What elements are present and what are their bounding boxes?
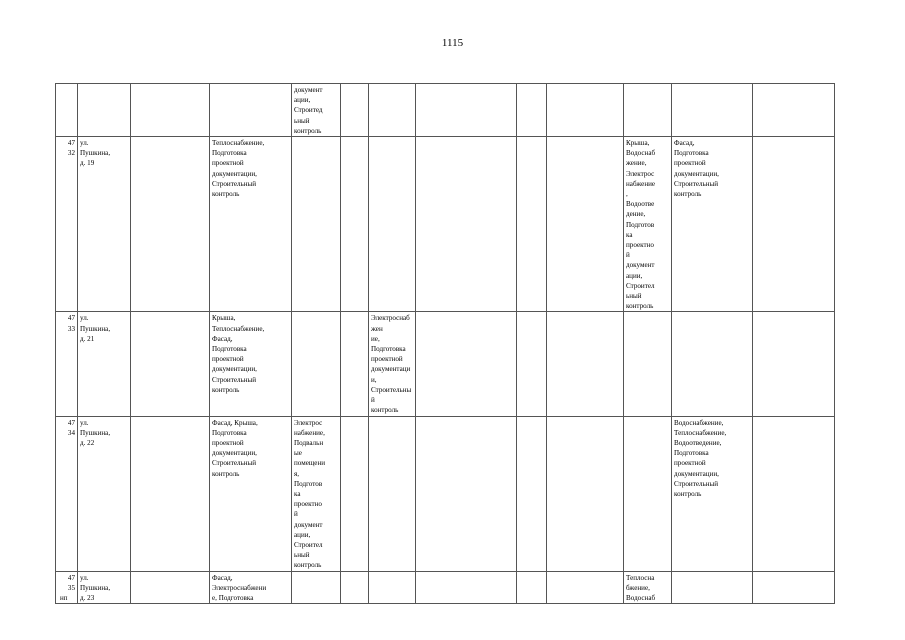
table-cell — [292, 137, 341, 312]
table-row — [56, 312, 835, 416]
table-cell — [624, 312, 672, 416]
table-cell — [416, 312, 517, 416]
page-number: 1115 — [441, 37, 464, 49]
table-cell — [547, 137, 624, 312]
table-row — [56, 571, 835, 604]
table-cell — [369, 137, 416, 312]
address-cell: ул. Пушкина, д. 19 — [78, 137, 131, 312]
address-cell — [78, 84, 131, 137]
table-cell — [131, 416, 210, 571]
table-cell — [672, 571, 753, 604]
table-cell — [131, 84, 210, 137]
table-cell — [416, 84, 517, 137]
table-cell — [131, 312, 210, 416]
table-cell — [517, 416, 547, 571]
table-cell — [547, 571, 624, 604]
table-cell: Теплосна бжение, Водоснаб — [624, 571, 672, 604]
row-number-cell: 47 34 — [56, 416, 78, 571]
table-cell — [369, 571, 416, 604]
table-cell: Крыша, Теплоснабжение, Фасад, Подготовка проектной документации, Строительный контроль — [210, 312, 292, 416]
table-cell — [131, 137, 210, 312]
table-cell — [369, 84, 416, 137]
table-cell — [517, 312, 547, 416]
table-cell — [341, 84, 369, 137]
table-cell: Электрос набжение, Подвальн ые помещени я, Подготов ка проектно й документ ации, Строител ьный контроль — [292, 416, 341, 571]
table-cell — [672, 84, 753, 137]
table-cell — [547, 416, 624, 571]
row-number-cell: 47 35 — [56, 571, 78, 604]
table-cell — [292, 312, 341, 416]
table-cell: Электроснабжен ие, Подготовка проектной документации, Строительный контроль — [369, 312, 416, 416]
address-cell: ул. Пушкина, д. 21 — [78, 312, 131, 416]
table-row — [56, 416, 835, 571]
table-cell — [672, 312, 753, 416]
table-cell: Фасад, Электроснабжени е, Подготовка — [210, 571, 292, 604]
table-cell — [517, 571, 547, 604]
table-cell — [131, 571, 210, 604]
table-row — [56, 84, 835, 137]
table-cell: Фасад, Подготовка проектной документации, Строительный контроль — [672, 137, 753, 312]
table-cell — [341, 416, 369, 571]
table-cell — [341, 312, 369, 416]
address-cell: ул. Пушкина, д. 22 — [78, 416, 131, 571]
row-number-cell — [56, 84, 78, 137]
table-cell — [416, 571, 517, 604]
table-cell — [210, 84, 292, 137]
table-cell — [547, 84, 624, 137]
table-cell — [753, 416, 835, 571]
table-cell — [341, 571, 369, 604]
table-cell — [753, 571, 835, 604]
table-row — [56, 137, 835, 312]
table-cell — [416, 416, 517, 571]
table-cell — [753, 137, 835, 312]
table-cell — [369, 416, 416, 571]
table-cell — [753, 312, 835, 416]
address-cell: ул. Пушкина, д. 23 — [78, 571, 131, 604]
table-cell — [416, 137, 517, 312]
table-cell: Крыша, Водоснаб жение, Электрос набжение , Водоотве дение, Подготов ка проектно й документ ации, Строител ьный контроль — [624, 137, 672, 312]
table-cell: Водоснабжение, Теплоснабжение, Водоотведение, Подготовка проектной документации, Строительный контроль — [672, 416, 753, 571]
table-cell — [753, 84, 835, 137]
row-number-cell: 47 32 — [56, 137, 78, 312]
table-cell — [517, 137, 547, 312]
table-cell — [624, 416, 672, 571]
row-number-cell: 47 33 — [56, 312, 78, 416]
table-cell — [547, 312, 624, 416]
table-cell — [292, 571, 341, 604]
table-cell — [341, 137, 369, 312]
table-cell: Фасад, Крыша, Подготовка проектной документации, Строительный контроль — [210, 416, 292, 571]
table-cell: документ ации, Строитед ьный контроль — [292, 84, 341, 137]
table-cell — [517, 84, 547, 137]
page-footer-mark: нп — [60, 594, 68, 602]
works-table — [55, 83, 835, 604]
table-cell: Теплоснабжение, Подготовка проектной документации, Строительный контроль — [210, 137, 292, 312]
table-cell — [624, 84, 672, 137]
